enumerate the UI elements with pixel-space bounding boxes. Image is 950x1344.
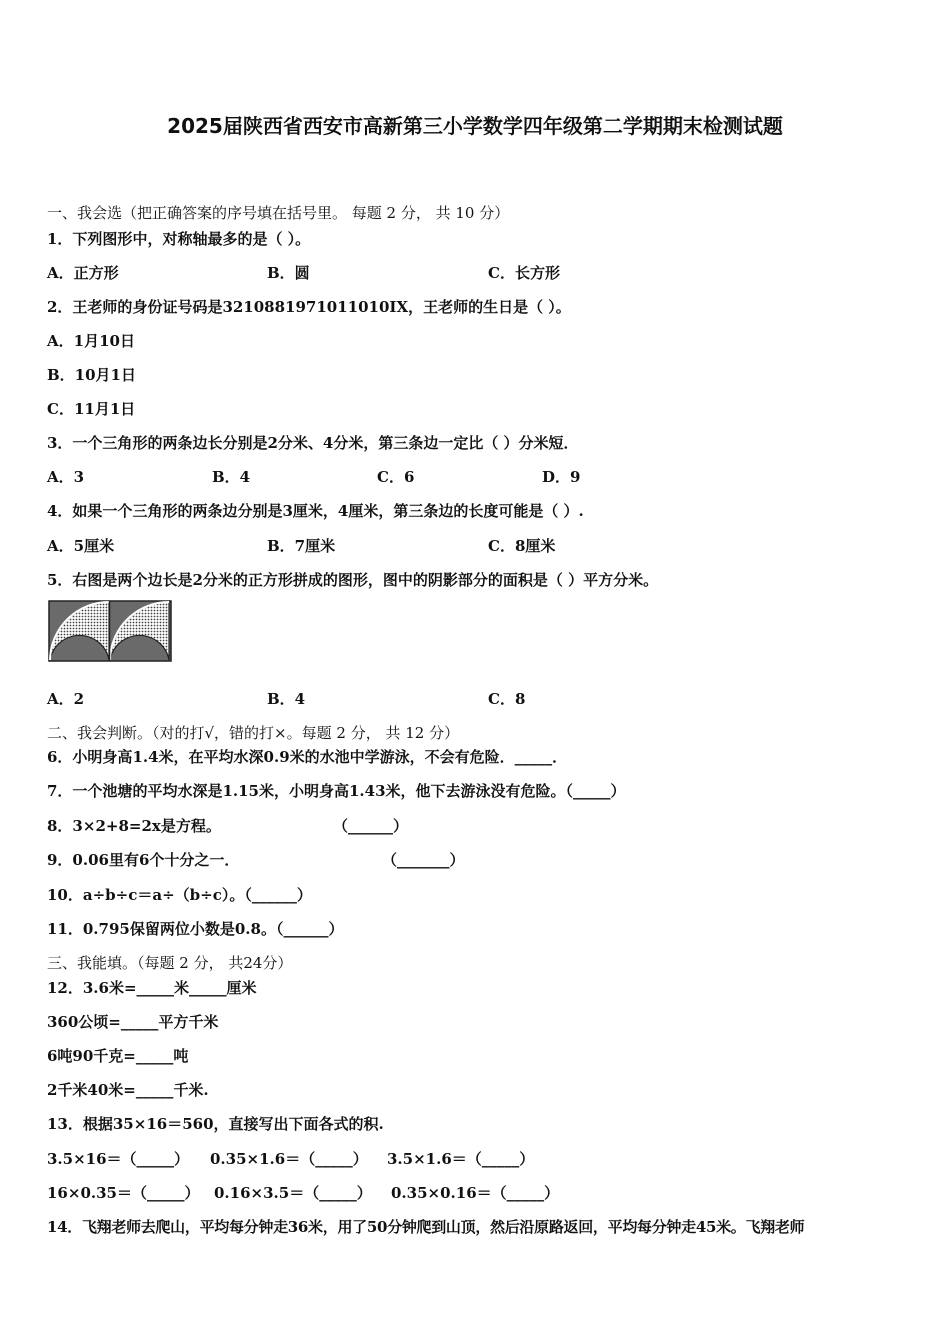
question-12-b: 360公顷=_____平方千米 <box>47 1013 219 1031</box>
question-3: 3．一个三角形的两条边长分别是2分米、4分米，第三条边一定比（ ）分米短． <box>47 434 579 452</box>
question-11: 11．0.795保留两位小数是0.8。（______） <box>47 920 344 938</box>
question-5: 5．右图是两个边长是2分米的正方形拼成的图形，图中的阴影部分的面积是（ ）平方分米。 <box>47 571 659 589</box>
question-13: 13．根据35×16＝560，直接写出下面各式的积. <box>47 1115 384 1133</box>
question-9: 9．0.06里有6个十分之一． <box>47 851 240 869</box>
question-2: 2．王老师的身份证号码是3210881971011010IX，王老师的生日是（ ）。 <box>47 298 571 316</box>
q2-option-b: B．10月1日 <box>47 366 136 384</box>
q2-option-c: C．11月1日 <box>47 400 136 418</box>
question-7: 7．一个池塘的平均水深是1.15米，小明身高1.43米，他下去游泳没有危险。（_____） <box>47 782 626 800</box>
section-2-heading: 二、我会判断。（对的打√，错的打×。每题 2 分， 共 12 分） <box>47 724 460 742</box>
q13-item-3: 3.5×1.6＝（_____） <box>387 1150 535 1168</box>
question-12-d: 2千米40米=_____千米. <box>47 1081 209 1099</box>
q13-item-1: 3.5×16＝（_____） <box>47 1150 190 1168</box>
q4-option-a: A．5厘米 <box>47 537 115 555</box>
q13-item-2: 0.35×1.6＝（_____） <box>210 1150 368 1168</box>
q4-option-b: B．7厘米 <box>267 537 336 555</box>
question-8: 8．3×2+8=2x是方程。 <box>47 817 221 835</box>
q3-option-c: C．6 <box>377 468 415 486</box>
q1-option-c: C．长方形 <box>488 264 560 282</box>
page-title: 2025届陕西省西安市高新第三小学数学四年级第二学期期末检测试题 <box>167 114 783 138</box>
q9-answer-blank: （_______） <box>382 851 465 869</box>
q3-option-b: B．4 <box>212 468 251 486</box>
q3-option-a: A．3 <box>47 468 85 486</box>
q8-answer-blank: （______） <box>333 817 409 835</box>
section-1-heading: 一、我会选（把正确答案的序号填在括号里。 每题 2 分， 共 10 分） <box>47 204 510 222</box>
q1-option-b: B．圆 <box>267 264 310 282</box>
question-6: 6．小明身高1.4米，在平均水深0.9米的水池中学游泳，不会有危险．_____． <box>47 748 568 766</box>
question-4: 4．如果一个三角形的两条边分别是3厘米，4厘米，第三条边的长度可能是（ ）. <box>47 502 584 520</box>
q13-item-6: 0.35×0.16＝（_____） <box>391 1184 560 1202</box>
question-1: 1．下列图形中，对称轴最多的是（ ）。 <box>47 230 311 248</box>
q5-option-c: C．8 <box>488 690 526 708</box>
question-12-a: 12．3.6米=_____米_____厘米 <box>47 979 257 997</box>
q13-item-4: 16×0.35＝（_____） <box>47 1184 200 1202</box>
q13-item-5: 0.16×3.5＝（_____） <box>214 1184 372 1202</box>
q5-option-a: A．2 <box>47 690 85 708</box>
q5-option-b: B．4 <box>267 690 306 708</box>
q3-option-d: D．9 <box>542 468 581 486</box>
question-12-c: 6吨90千克=_____吨 <box>47 1047 189 1065</box>
section-3-heading: 三、我能填。（每题 2 分， 共24分） <box>47 954 293 972</box>
q2-option-a: A．1月10日 <box>47 332 135 350</box>
q1-option-a: A．正方形 <box>47 264 119 282</box>
two-squares-shaded-figure <box>48 600 172 662</box>
question-14: 14．飞翔老师去爬山，平均每分钟走36米，用了50分钟爬到山顶，然后沿原路返回，平均每分钟走45米。飞翔老师 <box>47 1218 805 1236</box>
question-10: 10．a÷b÷c＝a÷（b÷c）。（______） <box>47 886 312 904</box>
q4-option-c: C．8厘米 <box>488 537 556 555</box>
